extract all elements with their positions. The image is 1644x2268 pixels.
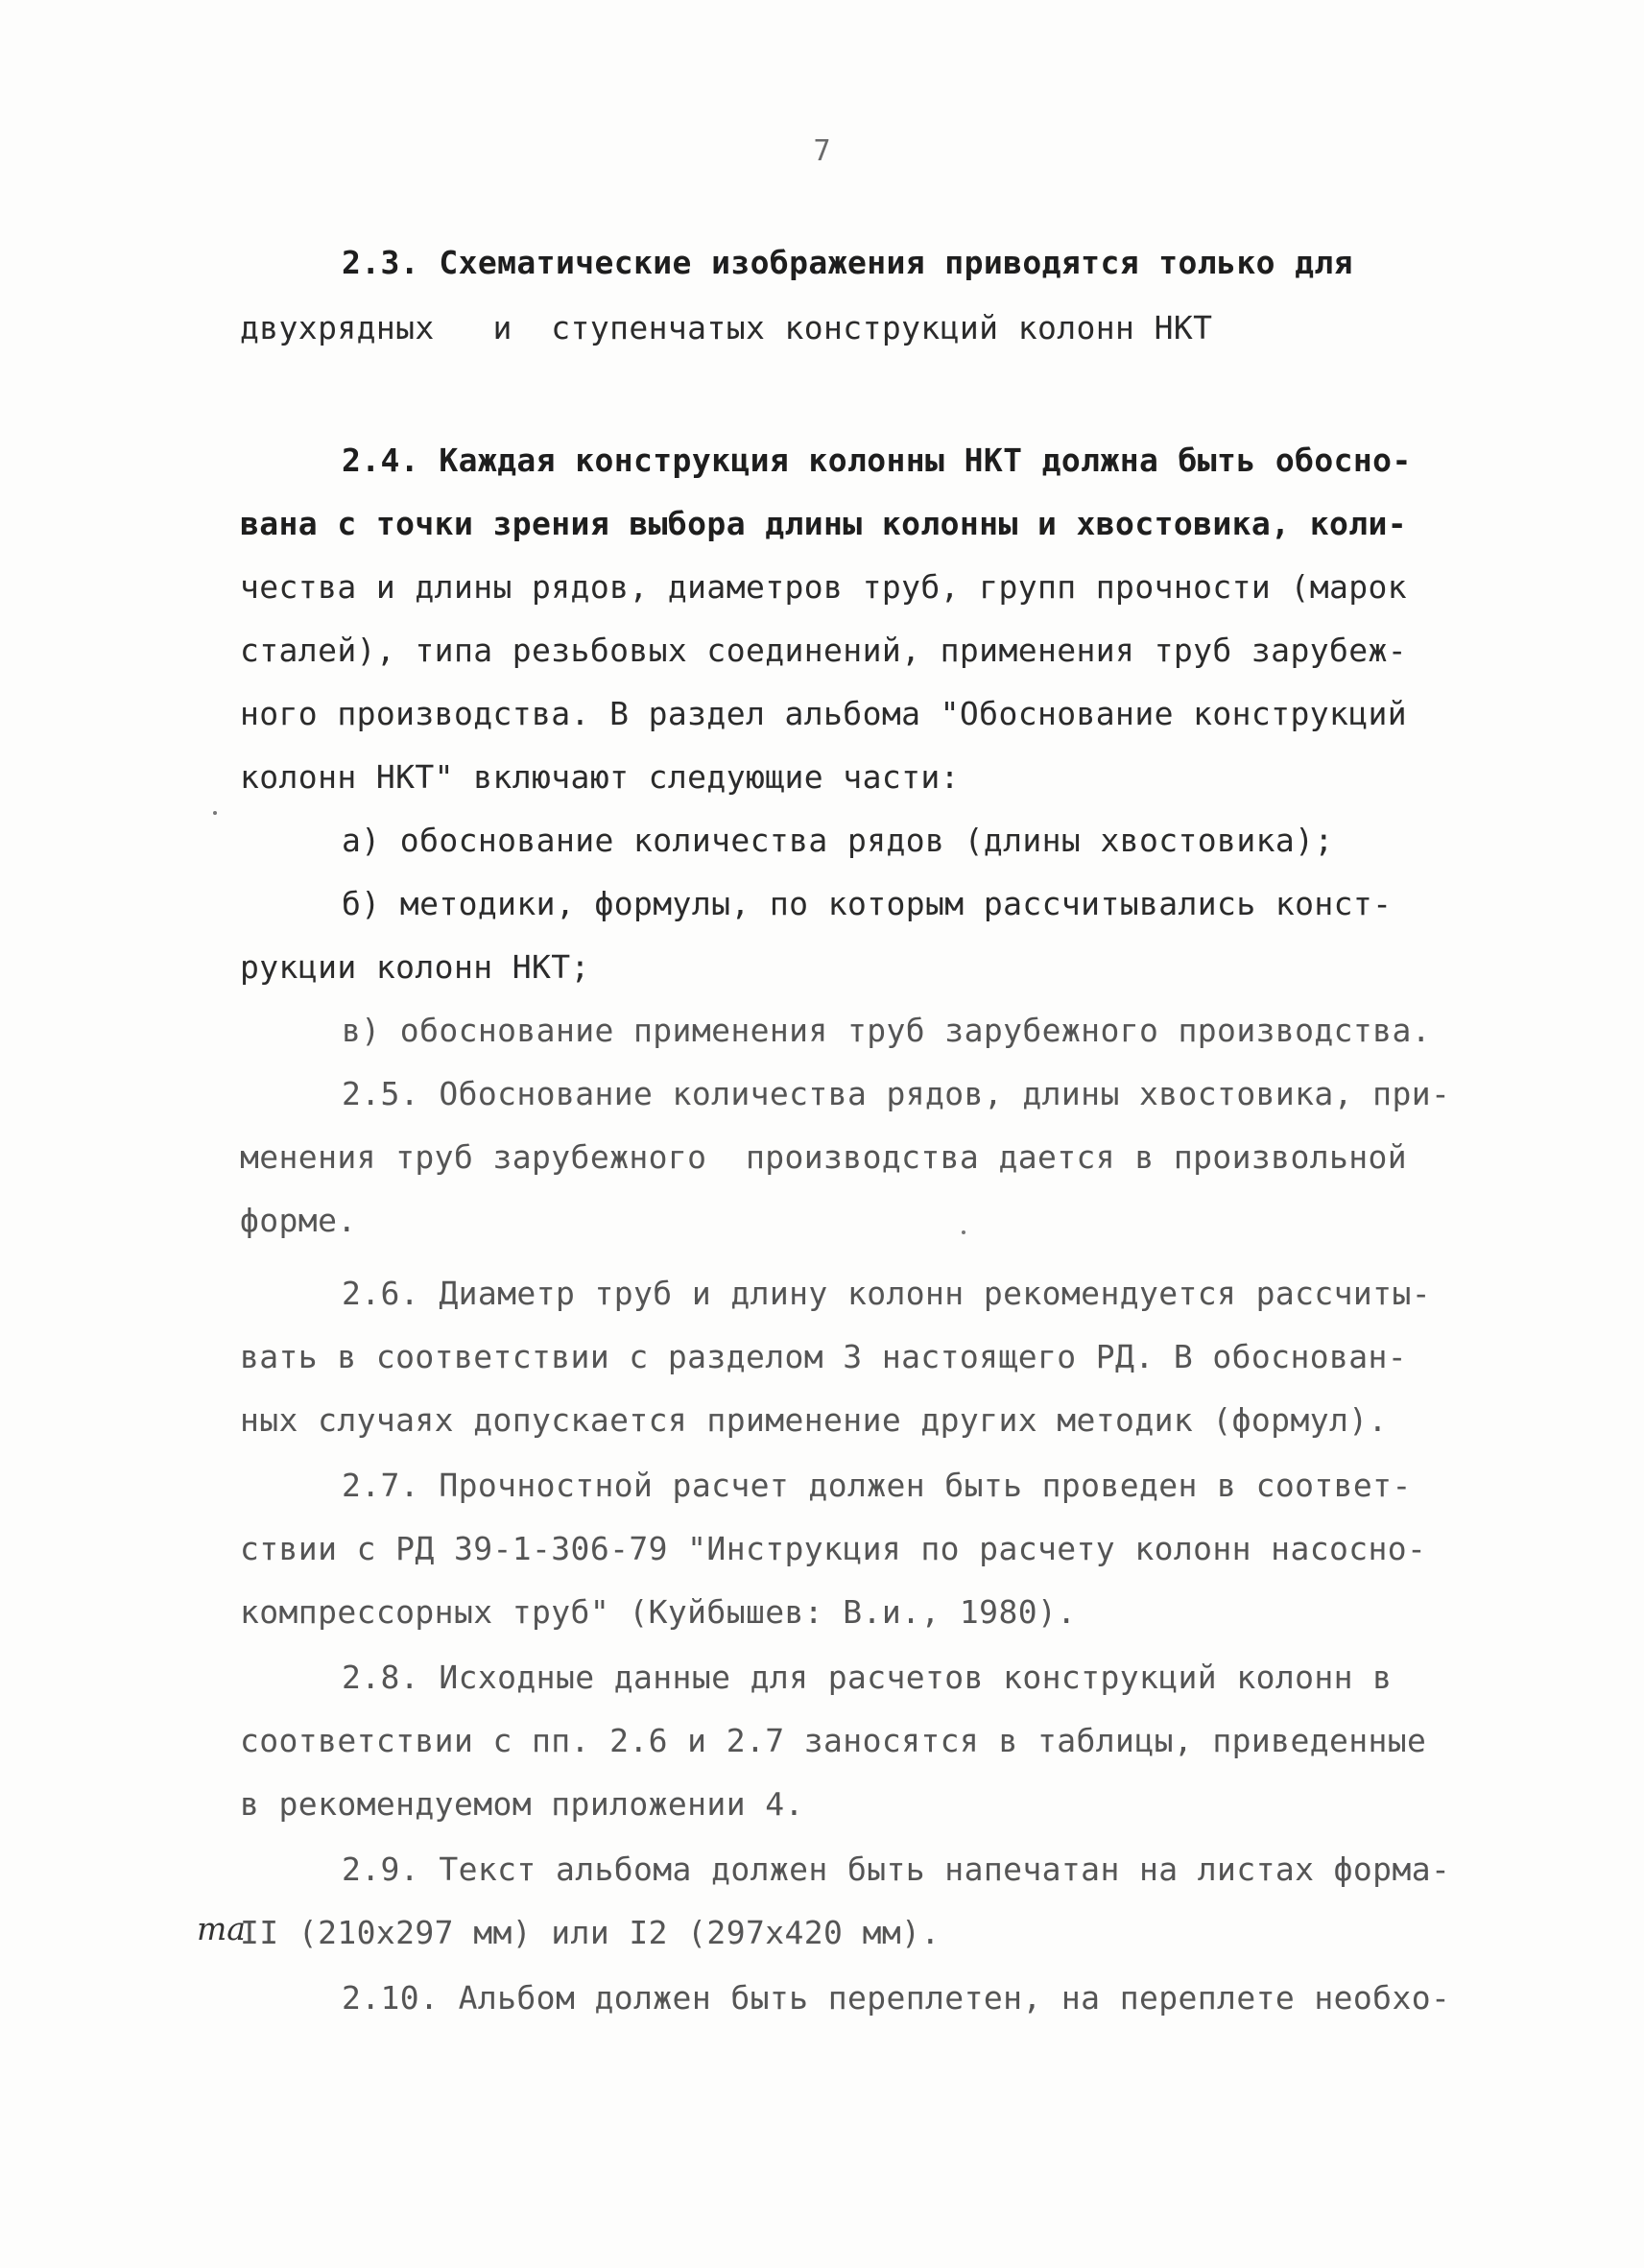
text-line: соответствии с пп. 2.6 и 2.7 заносятся в таблицы, приведенные <box>240 1722 1427 1759</box>
text-line: компрессорных труб" (Куйбышев: В.и., 1980). <box>240 1593 1077 1631</box>
text-line: ного производства. В раздел альбома "Обоснование конструкций <box>240 695 1408 732</box>
text-line-2-8: 2.8. Исходные данные для расчетов конструкций колонн в <box>342 1659 1393 1696</box>
text-line: колонн НКТ" включают следующие части: <box>240 758 960 796</box>
text-line: вана с точки зрения выбора длины колонны и хвостовика, коли- <box>240 505 1408 542</box>
list-item-a: а) обоснование количества рядов (длины хвостовика); <box>342 822 1334 859</box>
text-line: ствии с РД 39-1-306-79 "Инструкция по расчету колонн насосно- <box>240 1530 1427 1567</box>
text-line: рукции колонн НКТ; <box>240 948 590 986</box>
text-line: в рекомендуемом приложении 4. <box>240 1785 804 1823</box>
text-line-2-10: 2.10. Альбом должен быть переплетен, на переплете необхо- <box>342 1979 1451 2017</box>
text-line: вать в соответствии с разделом 3 настоящего РД. В обоснован- <box>240 1338 1408 1375</box>
text-line-2-6: 2.6. Диаметр труб и длину колонн рекомендуется рассчиты- <box>342 1275 1431 1312</box>
list-item-b: б) методики, формулы, по которым рассчитывались конст- <box>342 885 1393 922</box>
text-line: ных случаях допускается применение других методик (формул). <box>240 1401 1388 1439</box>
text-line: II (210x297 мм) или I2 (297x420 мм). <box>240 1914 941 1951</box>
text-line: двухрядных и ступенчатых конструкций колонн НКТ <box>240 309 1213 346</box>
margin-note: та <box>197 1910 246 1947</box>
text-line: чества и длины рядов, диаметров труб, групп прочности (марок <box>240 568 1408 606</box>
text-line-2-7: 2.7. Прочностной расчет должен быть проведен в соответ- <box>342 1467 1412 1504</box>
text-line: менения труб зарубежного производства дается в произвольной <box>240 1138 1408 1176</box>
text-line-2-4: 2.4. Каждая конструкция колонны НКТ должна быть обосно- <box>342 442 1412 479</box>
list-item-v: в) обоснование применения труб зарубежного производства. <box>342 1012 1431 1049</box>
text-line-2-9: 2.9. Текст альбома должен быть напечатан на листах форма- <box>342 1850 1451 1888</box>
scan-speck <box>213 811 217 815</box>
page-number: 7 <box>813 134 831 168</box>
text-line: форме. <box>240 1202 357 1239</box>
scan-speck <box>962 1230 965 1234</box>
text-line-2-3: 2.3. Схематические изображения приводятся только для <box>342 244 1353 281</box>
text-line-2-5: 2.5. Обоснование количества рядов, длины хвостовика, при- <box>342 1075 1451 1112</box>
text-line: сталей), типа резьбовых соединений, применения труб зарубеж- <box>240 632 1408 669</box>
